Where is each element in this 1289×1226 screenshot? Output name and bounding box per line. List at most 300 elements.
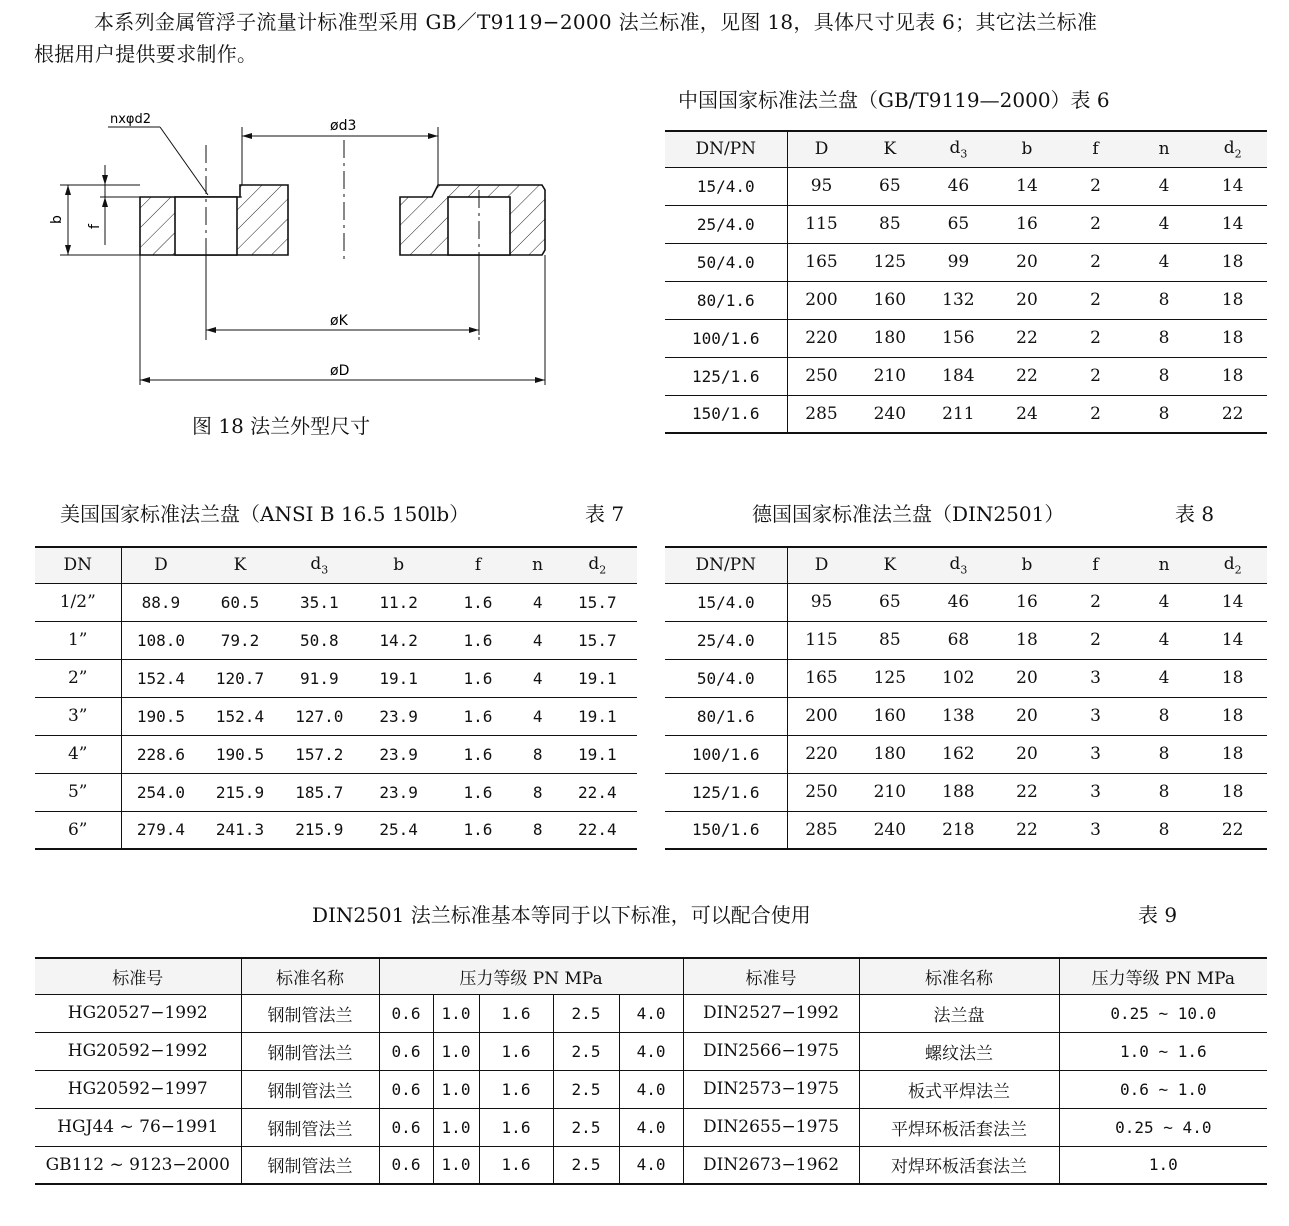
- table-row: [665, 243, 1267, 281]
- table-cell: HGJ44 ~ 76−1991: [35, 1108, 241, 1146]
- table9: [35, 957, 1267, 1185]
- table-cell: 1.0: [433, 1108, 479, 1146]
- k-label: øK: [330, 313, 348, 329]
- table-cell: 4: [1130, 583, 1199, 621]
- table-cell: 18: [1198, 773, 1267, 811]
- table-row: [35, 583, 637, 621]
- table-cell: 23.9: [359, 735, 438, 773]
- table-cell: 240: [856, 395, 925, 433]
- table-cell: 14: [1198, 583, 1267, 621]
- table-cell: 22: [993, 319, 1062, 357]
- table-cell: 0.25 ~ 4.0: [1059, 1108, 1267, 1146]
- table-cell: 1.0: [433, 1070, 479, 1108]
- table-row: [35, 773, 637, 811]
- table-cell: 5”: [35, 773, 121, 811]
- table-cell: 3: [1061, 811, 1130, 849]
- table-cell: 18: [993, 621, 1062, 659]
- table-cell: 184: [924, 357, 993, 395]
- table-cell: 150/1.6: [665, 811, 787, 849]
- table-cell: 138: [924, 697, 993, 735]
- table-row: [665, 167, 1267, 205]
- table-cell: 185.7: [280, 773, 359, 811]
- table-cell: 162: [924, 735, 993, 773]
- table9-number: 表 9: [1138, 903, 1178, 927]
- table8-header-7: $d_2$: [1198, 547, 1267, 583]
- table-cell: 1.6: [479, 1070, 553, 1108]
- table-cell: 钢制管法兰: [241, 1146, 379, 1184]
- table9-header-2: 压力等级 PN MPa: [379, 958, 683, 994]
- table-cell: 68: [924, 621, 993, 659]
- table-cell: 215.9: [280, 811, 359, 849]
- table-cell: 4.0: [619, 1032, 683, 1070]
- table-cell: 18: [1198, 281, 1267, 319]
- table-cell: 22: [1198, 395, 1267, 433]
- table-cell: 15.7: [558, 583, 637, 621]
- table-cell: 20: [993, 243, 1062, 281]
- bolt-hole-label: nxφd2: [110, 112, 152, 127]
- table-cell: 0.6: [379, 994, 433, 1032]
- table-cell: 18: [1198, 319, 1267, 357]
- table-cell: 100/1.6: [665, 735, 787, 773]
- table-cell: 285: [787, 811, 856, 849]
- table-cell: 14: [1198, 621, 1267, 659]
- table-row: [35, 1146, 1267, 1184]
- table-row: [665, 773, 1267, 811]
- table-cell: 125: [856, 243, 925, 281]
- table-cell: 14: [1198, 205, 1267, 243]
- table-cell: 16: [993, 205, 1062, 243]
- table-cell: 125/1.6: [665, 357, 787, 395]
- table-cell: 188: [924, 773, 993, 811]
- table-row: [35, 811, 637, 849]
- table-cell: 2: [1061, 583, 1130, 621]
- table-row: [35, 1032, 1267, 1070]
- table-cell: 4.0: [619, 1146, 683, 1184]
- table-cell: 160: [856, 281, 925, 319]
- table-cell: 20: [993, 735, 1062, 773]
- table-cell: 125: [856, 659, 925, 697]
- table-cell: 99: [924, 243, 993, 281]
- table-cell: 120.7: [200, 659, 279, 697]
- table-cell: 8: [1130, 281, 1199, 319]
- table-cell: 35.1: [280, 583, 359, 621]
- table-cell: 20: [993, 697, 1062, 735]
- table-cell: 18: [1198, 697, 1267, 735]
- table-cell: 钢制管法兰: [241, 1108, 379, 1146]
- table-cell: 1.6: [438, 659, 517, 697]
- table-cell: 2: [1061, 395, 1130, 433]
- table-cell: 80/1.6: [665, 697, 787, 735]
- table-cell: 100/1.6: [665, 319, 787, 357]
- table7-header-7: $d_2$: [558, 547, 637, 583]
- table6: [665, 130, 1267, 434]
- table-row: [665, 205, 1267, 243]
- table6-header-5: f: [1061, 131, 1130, 167]
- table-cell: 平焊环板活套法兰: [859, 1108, 1059, 1146]
- table8-number: 表 8: [1175, 502, 1215, 526]
- table9-title: DIN2501 法兰标准基本等同于以下标准，可以配合使用: [312, 903, 811, 927]
- table-row: [665, 357, 1267, 395]
- table6-header-4: b: [993, 131, 1062, 167]
- table8: [665, 546, 1267, 850]
- table-cell: 132: [924, 281, 993, 319]
- table-cell: 4.0: [619, 994, 683, 1032]
- table-row: [665, 735, 1267, 773]
- table-cell: 4.0: [619, 1108, 683, 1146]
- d-label: øD: [330, 363, 350, 379]
- table-cell: 4: [518, 659, 558, 697]
- table7: [35, 546, 637, 850]
- table-row: [665, 659, 1267, 697]
- table-cell: 8: [1130, 811, 1199, 849]
- table-row: [35, 735, 637, 773]
- table-cell: 46: [924, 583, 993, 621]
- table-cell: 115: [787, 205, 856, 243]
- table8-title: 德国国家标准法兰盘（DIN2501）: [752, 502, 1065, 526]
- table-cell: DIN2527−1992: [683, 994, 859, 1032]
- table8-body: [665, 583, 1267, 849]
- table-cell: 220: [787, 319, 856, 357]
- table-cell: 2: [1061, 357, 1130, 395]
- table-cell: 25/4.0: [665, 621, 787, 659]
- table-cell: 3”: [35, 697, 121, 735]
- table-cell: 板式平焊法兰: [859, 1070, 1059, 1108]
- table-cell: 23.9: [359, 697, 438, 735]
- table-cell: 3: [1061, 697, 1130, 735]
- table-cell: 50.8: [280, 621, 359, 659]
- table-cell: 95: [787, 167, 856, 205]
- table-cell: 157.2: [280, 735, 359, 773]
- table-cell: 220: [787, 735, 856, 773]
- table8-header-0: DN/PN: [665, 547, 787, 583]
- table-cell: 285: [787, 395, 856, 433]
- table7-title: 美国国家标准法兰盘（ANSI B 16.5 150lb）: [60, 502, 470, 526]
- table-cell: 180: [856, 735, 925, 773]
- table-cell: 2: [1061, 621, 1130, 659]
- table-cell: 0.6: [379, 1032, 433, 1070]
- table-cell: 8: [518, 773, 558, 811]
- intro-line-2: 根据用户提供要求制作。: [34, 42, 258, 66]
- flange-drawing: [30, 100, 590, 400]
- table-cell: 127.0: [280, 697, 359, 735]
- table-cell: 180: [856, 319, 925, 357]
- table-cell: 16: [993, 583, 1062, 621]
- table-row: [665, 281, 1267, 319]
- table-cell: 1.6: [479, 1108, 553, 1146]
- table-cell: 3: [1061, 659, 1130, 697]
- table-cell: 150/1.6: [665, 395, 787, 433]
- table-cell: 60.5: [200, 583, 279, 621]
- table-cell: 8: [1130, 697, 1199, 735]
- table9-body: [35, 994, 1267, 1184]
- table-cell: 4: [1130, 621, 1199, 659]
- table6-header-7: $d_2$: [1198, 131, 1267, 167]
- table-cell: 2: [1061, 319, 1130, 357]
- table-cell: 211: [924, 395, 993, 433]
- table-cell: 8: [518, 735, 558, 773]
- table-cell: 65: [856, 167, 925, 205]
- table-cell: 1.0: [433, 1032, 479, 1070]
- table-cell: 210: [856, 357, 925, 395]
- table-cell: 19.1: [558, 659, 637, 697]
- table-cell: 165: [787, 659, 856, 697]
- table-cell: 8: [1130, 319, 1199, 357]
- table-cell: 3: [1061, 773, 1130, 811]
- table-cell: DIN2573−1975: [683, 1070, 859, 1108]
- table-cell: DIN2566−1975: [683, 1032, 859, 1070]
- table-cell: 19.1: [558, 735, 637, 773]
- table-cell: 14: [1198, 167, 1267, 205]
- table-cell: 0.6: [379, 1070, 433, 1108]
- table-cell: 95: [787, 583, 856, 621]
- table-row: [665, 811, 1267, 849]
- table7-header-0: DN: [35, 547, 121, 583]
- table-row: [665, 319, 1267, 357]
- table-row: [665, 697, 1267, 735]
- table9-header-3: 标准号: [683, 958, 859, 994]
- table-cell: 22: [1198, 811, 1267, 849]
- table-row: [35, 697, 637, 735]
- table7-header-5: f: [438, 547, 517, 583]
- table9-header-4: 标准名称: [859, 958, 1059, 994]
- table-cell: GB112 ~ 9123−2000: [35, 1146, 241, 1184]
- table-cell: 22: [993, 357, 1062, 395]
- table-cell: 22.4: [558, 811, 637, 849]
- table-cell: 254.0: [121, 773, 200, 811]
- table8-header-4: b: [993, 547, 1062, 583]
- table-row: [665, 621, 1267, 659]
- table-cell: 20: [993, 659, 1062, 697]
- table-cell: 8: [1130, 357, 1199, 395]
- table6-header-6: n: [1130, 131, 1199, 167]
- table-cell: 1.0 ~ 1.6: [1059, 1032, 1267, 1070]
- table-cell: 1/2”: [35, 583, 121, 621]
- table-cell: 2: [1061, 167, 1130, 205]
- table-cell: 18: [1198, 735, 1267, 773]
- table-cell: 23.9: [359, 773, 438, 811]
- d3-label: ød3: [330, 118, 357, 134]
- table8-header-3: $d_3$: [924, 547, 993, 583]
- table-cell: 19.1: [359, 659, 438, 697]
- table-row: [665, 395, 1267, 433]
- table-row: [35, 659, 637, 697]
- table-cell: 15/4.0: [665, 167, 787, 205]
- table-cell: 1.6: [438, 697, 517, 735]
- table-cell: HG20592−1997: [35, 1070, 241, 1108]
- table-cell: 88.9: [121, 583, 200, 621]
- table-cell: 115: [787, 621, 856, 659]
- table9-header-1: 标准名称: [241, 958, 379, 994]
- table-cell: 24: [993, 395, 1062, 433]
- table-cell: DIN2655−1975: [683, 1108, 859, 1146]
- table6-body: [665, 167, 1267, 433]
- table-cell: 6”: [35, 811, 121, 849]
- table-cell: 210: [856, 773, 925, 811]
- table-row: [35, 1070, 1267, 1108]
- table-cell: 215.9: [200, 773, 279, 811]
- table-cell: 钢制管法兰: [241, 994, 379, 1032]
- table-cell: 0.6: [379, 1108, 433, 1146]
- table-cell: HG20592−1992: [35, 1032, 241, 1070]
- table-cell: 1”: [35, 621, 121, 659]
- table-row: [35, 994, 1267, 1032]
- table-cell: 2: [1061, 243, 1130, 281]
- table-cell: 279.4: [121, 811, 200, 849]
- table6-header-0: DN/PN: [665, 131, 787, 167]
- table-cell: 4: [1130, 243, 1199, 281]
- table-cell: HG20527−1992: [35, 994, 241, 1032]
- table-cell: 对焊环板活套法兰: [859, 1146, 1059, 1184]
- table-cell: 22: [993, 811, 1062, 849]
- table-cell: 50/4.0: [665, 243, 787, 281]
- table-cell: 1.6: [479, 1032, 553, 1070]
- table-cell: 钢制管法兰: [241, 1032, 379, 1070]
- table-cell: 1.6: [438, 583, 517, 621]
- table-cell: 108.0: [121, 621, 200, 659]
- table-row: [35, 1108, 1267, 1146]
- table-cell: 79.2: [200, 621, 279, 659]
- table-cell: 2.5: [553, 1070, 619, 1108]
- table-cell: 1.0: [433, 1146, 479, 1184]
- table-cell: 250: [787, 773, 856, 811]
- table-cell: 1.0: [1059, 1146, 1267, 1184]
- table-cell: 0.6: [379, 1146, 433, 1184]
- table-cell: 22: [993, 773, 1062, 811]
- table-cell: 2.5: [553, 1146, 619, 1184]
- table-cell: 1.0: [433, 994, 479, 1032]
- table-cell: 8: [1130, 735, 1199, 773]
- table-cell: 19.1: [558, 697, 637, 735]
- table-cell: 152.4: [121, 659, 200, 697]
- table-cell: 1.6: [438, 773, 517, 811]
- table7-number: 表 7: [585, 502, 625, 526]
- table-cell: 91.9: [280, 659, 359, 697]
- table-cell: 2.5: [553, 994, 619, 1032]
- table-cell: 4”: [35, 735, 121, 773]
- table-cell: 200: [787, 697, 856, 735]
- table-cell: 125/1.6: [665, 773, 787, 811]
- table-cell: 15/4.0: [665, 583, 787, 621]
- table-cell: 165: [787, 243, 856, 281]
- table7-header-6: n: [518, 547, 558, 583]
- table-cell: 4.0: [619, 1070, 683, 1108]
- figure-caption: 图 18 法兰外型尺寸: [192, 414, 371, 438]
- b-label: b: [49, 215, 65, 224]
- f-label: f: [87, 224, 103, 229]
- table6-header-2: K: [856, 131, 925, 167]
- table-cell: 4: [1130, 659, 1199, 697]
- table-cell: 3: [1061, 735, 1130, 773]
- table-cell: 218: [924, 811, 993, 849]
- table-cell: 1.6: [479, 994, 553, 1032]
- table-cell: 0.25 ~ 10.0: [1059, 994, 1267, 1032]
- table-row: [665, 583, 1267, 621]
- table7-body: [35, 583, 637, 849]
- table8-header-5: f: [1061, 547, 1130, 583]
- table-cell: 18: [1198, 659, 1267, 697]
- table6-title: 中国国家标准法兰盘（GB/T9119—2000）表 6: [678, 88, 1110, 112]
- table-cell: 25/4.0: [665, 205, 787, 243]
- table-cell: 螺纹法兰: [859, 1032, 1059, 1070]
- table-cell: 4: [518, 621, 558, 659]
- table-cell: 160: [856, 697, 925, 735]
- table6-header-3: $d_3$: [924, 131, 993, 167]
- table-cell: 4: [518, 697, 558, 735]
- table-row: [35, 621, 637, 659]
- table-cell: 8: [1130, 773, 1199, 811]
- table-cell: 11.2: [359, 583, 438, 621]
- table-cell: 18: [1198, 243, 1267, 281]
- table-cell: 85: [856, 205, 925, 243]
- table-cell: 4: [518, 583, 558, 621]
- table-cell: 250: [787, 357, 856, 395]
- table-cell: 14: [993, 167, 1062, 205]
- table-cell: 18: [1198, 357, 1267, 395]
- table-cell: 2”: [35, 659, 121, 697]
- table-cell: 2: [1061, 281, 1130, 319]
- table7-header-1: D: [121, 547, 200, 583]
- table6-header-row: [665, 131, 1267, 167]
- table-cell: 1.6: [438, 811, 517, 849]
- table-cell: 46: [924, 167, 993, 205]
- table-cell: 22.4: [558, 773, 637, 811]
- table7-header-4: b: [359, 547, 438, 583]
- table-cell: 2.5: [553, 1032, 619, 1070]
- table-cell: 102: [924, 659, 993, 697]
- table9-header-5: 压力等级 PN MPa: [1059, 958, 1267, 994]
- table-cell: 法兰盘: [859, 994, 1059, 1032]
- table9-header-row: [35, 958, 1267, 994]
- table-cell: 190.5: [200, 735, 279, 773]
- table-cell: 152.4: [200, 697, 279, 735]
- table-cell: 1.6: [438, 735, 517, 773]
- intro-paragraph: [34, 6, 1274, 70]
- table-cell: 8: [518, 811, 558, 849]
- intro-line-1: 本系列金属管浮子流量计标准型采用 GB／T9119−2000 法兰标准，见图 18，具体尺寸见表 6；其它法兰标准: [94, 10, 1098, 34]
- table8-header-1: D: [787, 547, 856, 583]
- table-cell: 50/4.0: [665, 659, 787, 697]
- table-cell: 1.6: [479, 1146, 553, 1184]
- table-cell: 190.5: [121, 697, 200, 735]
- table-cell: 240: [856, 811, 925, 849]
- table-cell: 15.7: [558, 621, 637, 659]
- table-cell: 8: [1130, 395, 1199, 433]
- table-cell: 80/1.6: [665, 281, 787, 319]
- table-cell: 2.5: [553, 1108, 619, 1146]
- table-cell: 156: [924, 319, 993, 357]
- table-cell: 228.6: [121, 735, 200, 773]
- table-cell: 65: [924, 205, 993, 243]
- table-cell: DIN2673−1962: [683, 1146, 859, 1184]
- table-cell: 4: [1130, 205, 1199, 243]
- table-cell: 14.2: [359, 621, 438, 659]
- table-cell: 2: [1061, 205, 1130, 243]
- table7-header-3: $d_3$: [280, 547, 359, 583]
- table7-header-row: [35, 547, 637, 583]
- table8-header-6: n: [1130, 547, 1199, 583]
- table-cell: 钢制管法兰: [241, 1070, 379, 1108]
- table9-header-0: 标准号: [35, 958, 241, 994]
- table-cell: 241.3: [200, 811, 279, 849]
- table-cell: 65: [856, 583, 925, 621]
- table6-header-1: D: [787, 131, 856, 167]
- table8-header-2: K: [856, 547, 925, 583]
- table8-header-row: [665, 547, 1267, 583]
- table-cell: 200: [787, 281, 856, 319]
- table-cell: 1.6: [438, 621, 517, 659]
- table7-header-2: K: [200, 547, 279, 583]
- table-cell: 85: [856, 621, 925, 659]
